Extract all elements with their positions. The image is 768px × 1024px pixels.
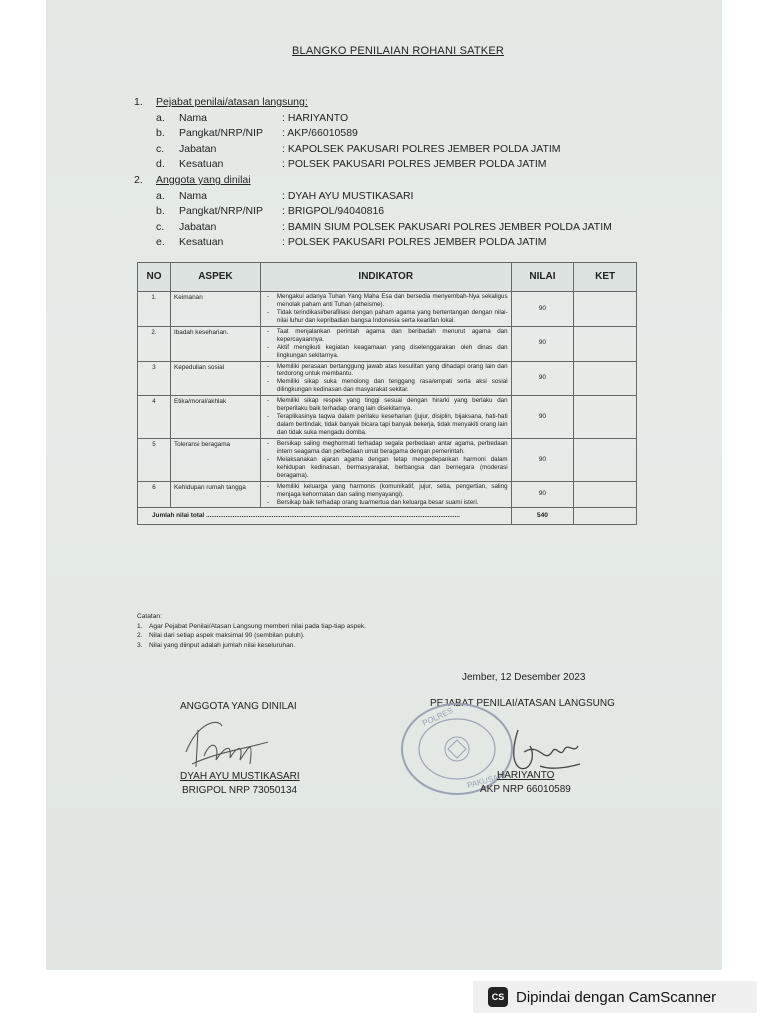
header-ket: KET [574,263,637,292]
notes-heading: Catatan: [137,613,162,620]
notes-block [137,612,366,650]
field-value: : BAMIN SIUM POLSEK PAKUSARI POLRES JEMBER POLDA JATIM [282,220,612,233]
row-number: 6 [138,481,171,508]
evaluator-heading-row [134,96,654,112]
table-header-row [138,263,637,292]
field-label: Pangkat/NRP/NIP [179,127,264,140]
field-value: : DYAH AYU MUSTIKASARI [282,189,414,202]
member-signature [178,712,273,774]
row-indicators [260,326,511,361]
evaluator-field-row [134,143,654,159]
evaluator-nrp: AKP NRP 66010589 [480,784,571,795]
row-indicators [260,292,511,327]
indicator-item: - Memiliki sikap suka menolong dan tenggang rasa/empati serta aksi sosial dilingkungan kedinasan dan masyarakat sekitar. [277,378,508,394]
field-value: : HARIYANTO [282,111,349,124]
indicator-item: - Mengakui adanya Tuhan Yang Maha Esa dan bersedia menyembah-Nya sekaligus menolak paham anti Tuhan (atheisme). [277,293,508,309]
note-number: 1. [137,622,143,630]
member-name: DYAH AYU MUSTIKASARI [180,771,300,782]
document-title: BLANGKO PENILAIAN ROHANI SATKER [292,45,504,57]
row-number: 5 [138,438,171,481]
note-item [137,622,366,632]
row-score: 90 [511,361,574,396]
row-remark [574,481,637,508]
total-row [138,508,637,525]
field-value: : AKP/66010589 [282,127,358,140]
member-field-row [134,205,654,221]
table-row [138,438,637,481]
member-field-row [134,221,654,237]
table-row [138,292,637,327]
section-number: 1. [134,96,143,108]
note-text: Nilai yang diinput adalah jumlah nilai keseluruhan. [149,641,296,649]
field-label: Jabatan [179,220,217,233]
place-date: Jember, 12 Desember 2023 [462,672,586,683]
row-score: 90 [511,438,574,481]
row-remark [574,396,637,439]
field-value: : BRIGPOL/94040816 [282,205,385,218]
indicator-item: - Bersikap saling meghormati terhadap segala perbedaan antar agama, perbedaan intern seagama dan perbedaan umat beragama dengan pemerintah. [277,440,508,456]
indicator-item: - Memiliki sikap respek yang tinggi sesuai dengan hirarki yang berlaku dan berperilaku baik terhadap orang lain disekitarnya. [277,397,508,413]
row-aspect: Keimanan [170,292,260,327]
field-value: : KAPOLSEK PAKUSARI POLRES JEMBER POLDA JATIM [282,142,561,155]
row-aspect: Etika/moral/akhlak [170,396,260,439]
svg-text:POLRES: POLRES [421,705,455,728]
indicator-item: - Melaksanakan ajaran agama dengan tetap mengedepankan harmoni dalam kehidupan kedinasan, bermasyarakat, berbangsa dan bernegara (moderasi beragama). [277,456,508,480]
field-letter: a. [156,111,165,124]
camscanner-watermark [473,981,757,1013]
member-heading-row [134,174,654,190]
row-number: 1. [138,292,171,327]
indicator-item: - Memiliki keluarga yang harmonis (komunikatif, jujur, setia, pengertian, saling menjaga kehormatan dan saling menyayangi). [277,483,508,499]
field-letter: c. [156,220,165,233]
field-letter: c. [156,142,165,155]
row-indicators [260,361,511,396]
row-aspect: Toleransi beragama [170,438,260,481]
field-letter: d. [156,158,165,171]
note-text: Nilai dari setiap aspek maksimal 90 (sembilan puluh). [149,632,305,640]
row-aspect: Kepedulian sosial [170,361,260,396]
indicator-item: - Memiliki perasaan bertanggung jawab atas kesulitan yang dihadapi orang lain dan terdorong untuk membantu. [277,363,508,379]
member-signature-heading: ANGGOTA YANG DINILAI [180,701,297,712]
field-value: : POLSEK PAKUSARI POLRES JEMBER POLDA JATIM [282,158,547,171]
total-value: 540 [511,508,574,525]
row-indicators [260,481,511,508]
header-aspek: ASPEK [170,263,260,292]
evaluator-signature-heading: PEJABAT PENILAI/ATASAN LANGSUNG [430,698,615,709]
field-label: Nama [179,111,208,124]
field-label: Pangkat/NRP/NIP [179,205,264,218]
field-label: Nama [179,189,208,202]
header-nilai: NILAI [511,263,574,292]
evaluator-field-row [134,158,654,174]
field-label: Kesatuan [179,158,224,171]
field-letter: b. [156,205,165,218]
indicator-item: - Teraplikasinya taqwa dalam perilaku keseharian (jujur, disiplin, bijaksana, hati-hati dalam bertindak, tidak banyak bicara tapi banyak bekerja, tidak menyakiti orang lain dan tidak suka mengadu domba. [277,413,508,437]
field-label: Kesatuan [179,236,224,249]
header-indikator: INDIKATOR [260,263,511,292]
total-label: Jumlah nilai total ............................................................................................................................................... [138,508,512,525]
field-letter: e. [156,236,165,249]
row-score: 90 [511,396,574,439]
indicator-item: - Aktif mengikuti kegiatan keagamaan yang diselenggarakan oleh dinas dan lingkungan sekitarnya. [277,344,508,360]
row-remark [574,292,637,327]
indicator-item: - Taat menjalankan perintah agama dan beribadah menurut agama dan kepercayaannya. [277,328,508,344]
row-score: 90 [511,292,574,327]
row-aspect: Ibadah keseharian. [170,326,260,361]
section-heading: Anggota yang dinilai [156,173,251,186]
section-heading: Pejabat penilai/atasan langsung: [156,96,308,108]
indicator-item: - Bersikap baik terhadap orang tua/mertua dan keluarga besar suami isteri. [277,499,508,507]
note-item [137,631,366,641]
total-remark [574,508,637,525]
evaluator-field-row [134,112,654,128]
evaluator-field-row [134,127,654,143]
evaluator-name: HARIYANTO [497,770,555,781]
identity-block [134,96,654,252]
svg-text:PAKUSARI: PAKUSARI [466,770,508,790]
row-number: 4 [138,396,171,439]
row-remark [574,361,637,396]
note-number: 2. [137,632,143,640]
indicator-item: - Tidak terindikasi/berafiliasi dengan paham agama yang bertentangan dengan nilai-nilai luhur dan kepribadian bangsa Indonesia serta kearifan lokal. [277,309,508,325]
assessment-table [137,262,637,525]
note-item [137,641,366,651]
member-field-row [134,236,654,252]
section-number: 2. [134,173,143,186]
row-number: 3 [138,361,171,396]
row-score: 90 [511,326,574,361]
row-remark [574,438,637,481]
member-nrp: BRIGPOL NRP 73050134 [182,785,298,796]
table-row [138,396,637,439]
header-no: NO [138,263,171,292]
table-row [138,361,637,396]
note-text: Agar Pejabat Penilai/Atasan Langsung memberi nilai pada tiap-tiap aspek. [149,622,366,630]
row-number: 2. [138,326,171,361]
row-score: 90 [511,481,574,508]
row-remark [574,326,637,361]
field-value: : POLSEK PAKUSARI POLRES JEMBER POLDA JATIM [282,236,547,249]
field-letter: b. [156,127,165,140]
member-field-row [134,190,654,206]
camscanner-logo-icon: CS [488,987,508,1007]
field-letter: a. [156,189,165,202]
row-aspect: Kehidupan rumah tangga [170,481,260,508]
row-indicators [260,438,511,481]
note-number: 3. [137,641,143,649]
table-row [138,481,637,508]
table-row [138,326,637,361]
field-label: Jabatan [179,142,217,155]
camscanner-text: Dipindai dengan CamScanner [516,988,717,1006]
row-indicators [260,396,511,439]
